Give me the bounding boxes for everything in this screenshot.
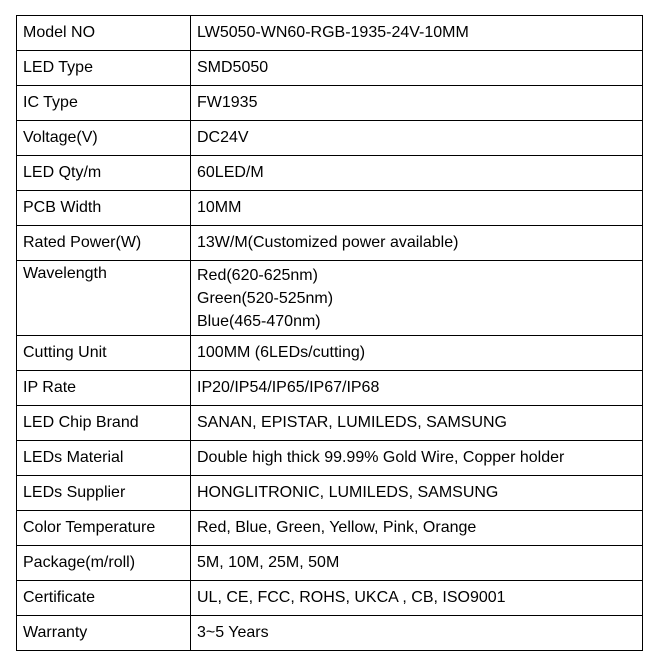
table-row — [17, 616, 643, 651]
table-row — [17, 546, 643, 581]
row-label: Rated Power(W) — [17, 226, 191, 261]
table-row — [17, 371, 643, 406]
table-row — [17, 581, 643, 616]
row-value: 5M, 10M, 25M, 50M — [191, 546, 643, 581]
table-row — [17, 511, 643, 546]
row-value: UL, CE, FCC, ROHS, UKCA , CB, ISO9001 — [191, 581, 643, 616]
row-label: IC Type — [17, 86, 191, 121]
row-label: Certificate — [17, 581, 191, 616]
wavelength-red: Red(620-625nm) — [197, 267, 318, 284]
row-value: 100MM (6LEDs/cutting) — [191, 336, 643, 371]
row-value: DC24V — [191, 121, 643, 156]
row-value: HONGLITRONIC, LUMILEDS, SAMSUNG — [191, 476, 643, 511]
table-row — [17, 191, 643, 226]
table-row — [17, 51, 643, 86]
row-label: Warranty — [17, 616, 191, 651]
table-row — [17, 156, 643, 191]
table-row — [17, 406, 643, 441]
row-label: LEDs Supplier — [17, 476, 191, 511]
row-label: LED Type — [17, 51, 191, 86]
row-value: SANAN, EPISTAR, LUMILEDS, SAMSUNG — [191, 406, 643, 441]
row-label: Color Temperature — [17, 511, 191, 546]
row-label: Package(m/roll) — [17, 546, 191, 581]
table-row — [17, 476, 643, 511]
table-row — [17, 261, 643, 336]
row-label: IP Rate — [17, 371, 191, 406]
row-value: Double high thick 99.99% Gold Wire, Copper holder — [191, 441, 643, 476]
row-label: Voltage(V) — [17, 121, 191, 156]
table-row — [17, 441, 643, 476]
row-label: LED Chip Brand — [17, 406, 191, 441]
row-value: FW1935 — [191, 86, 643, 121]
wavelength-blue: Blue(465-470nm) — [197, 313, 321, 330]
row-value: IP20/IP54/IP65/IP67/IP68 — [191, 371, 643, 406]
row-value: Red, Blue, Green, Yellow, Pink, Orange — [191, 511, 643, 546]
table-row — [17, 336, 643, 371]
table-row — [17, 16, 643, 51]
row-label: Model NO — [17, 16, 191, 51]
spec-table — [16, 15, 643, 651]
row-value: 13W/M(Customized power available) — [191, 226, 643, 261]
row-label: Cutting Unit — [17, 336, 191, 371]
row-label: PCB Width — [17, 191, 191, 226]
row-label: LEDs Material — [17, 441, 191, 476]
row-label: Wavelength — [17, 261, 191, 336]
table-row — [17, 121, 643, 156]
row-value: LW5050-WN60-RGB-1935-24V-10MM — [191, 16, 643, 51]
table-row — [17, 86, 643, 121]
row-label: LED Qty/m — [17, 156, 191, 191]
row-value: 60LED/M — [191, 156, 643, 191]
table-row — [17, 226, 643, 261]
row-value: 10MM — [191, 191, 643, 226]
wavelength-green: Green(520-525nm) — [197, 290, 334, 307]
row-value: SMD5050 — [191, 51, 643, 86]
row-value: 3~5 Years — [191, 616, 643, 651]
row-value — [191, 261, 643, 336]
